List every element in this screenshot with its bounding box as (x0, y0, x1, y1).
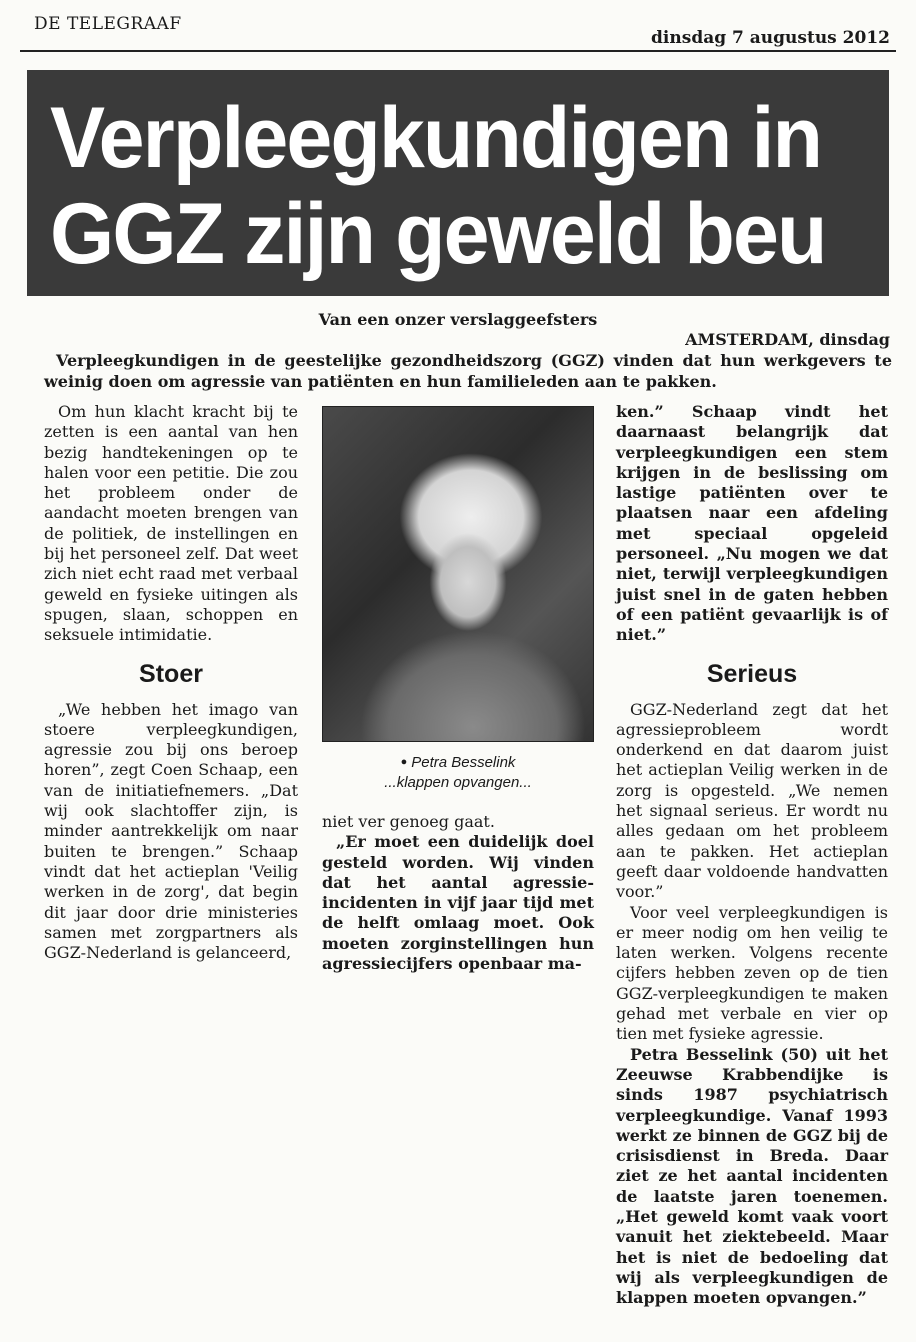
portrait-photo (322, 406, 594, 742)
caption-name: Petra Besselink (411, 754, 516, 771)
publication-date: dinsdag 7 augustus 2012 (651, 28, 890, 48)
column-1-paragraph-1: Om hun klacht kracht bij te zetten is een aantal van hen bezig handtekeningen op te halen voor een petitie. Die zou het probleem onder de aandacht moeten brengen van de politiek, de instellingen en bij het personeel zelf. Dat weet zich niet echt raad met verbaal geweld en fysieke uitingen als spugen, slaan, schoppen en seksuele intimidatie. (44, 402, 298, 645)
column-1-paragraph-2: „We hebben het imago van stoere verpleegkundigen, agressie zou bij ons beroep horen”, zegt Coen Schaap, een van de initiatiefnemers. „Dat wij ook slachtoffer zijn, is minder aantrekkelijk om naar buiten te brengen.” Schaap vindt dat het actieplan 'Veilig werken in de zorg', dat begin dit jaar door drie ministeries samen met zorgpartners als GGZ-Nederland is gelanceerd, (44, 699, 298, 963)
column-3-paragraph-4: Petra Besselink (50) uit het Zeeuwse Krabbendijke is sinds 1987 psychiatrisch verpleegkundige. Vanaf 1993 werkt ze binnen de GGZ bij de crisisdienst in Breda. Daar ziet ze het aantal incidenten de laatste jaren toenemen. „Het geweld komt vaak voort vanuit het ziektebeeld. Maar het is niet de bedoeling dat wij als verpleegkundigen de klappen moeten opvangen.” (616, 1044, 888, 1308)
column-1 (44, 402, 298, 963)
column-2-paragraph-2: „Er moet een duidelijk doel gesteld worden. Wij vinden dat het aantal agressie-incidenten in vijf jaar tijd met de helft omlaag moet. Ook moeten zorginstellingen hun agressiecijfers openbaar ma- (322, 832, 594, 974)
newspaper-masthead: DE TELEGRAAF (34, 14, 182, 34)
header-rule (20, 50, 896, 52)
column-2-paragraph-1: niet ver genoeg gaat. (322, 812, 495, 831)
byline: Van een onzer verslaggeefsters (318, 310, 598, 329)
headline-line-1: Verpleegkundigen in (50, 90, 821, 186)
subhead-serieus: Serieus (706, 659, 798, 688)
column-2 (322, 812, 594, 974)
column-3 (616, 402, 888, 1308)
dateline: AMSTERDAM, dinsdag (685, 330, 890, 349)
lead-paragraph: Verpleegkundigen in de geestelijke gezondheidszorg (GGZ) vinden dat hun werkgevers te weinig doen om agressie van patiënten en hun familieleden aan te pakken. (44, 351, 892, 391)
headline (27, 70, 855, 282)
caption-bullet-icon: ● (400, 756, 408, 768)
headline-box (27, 70, 889, 296)
photo-caption (322, 752, 594, 793)
headline-line-2: GGZ zijn geweld beu (50, 186, 826, 282)
column-3-paragraph-3: Voor veel verpleegkundigen is er meer nodig om hen veilig te laten werken. Volgens recente cijfers hebben zeven op de tien GGZ-verpleegkundigen te maken gehad met verbale en vier op tien met fysieke agressie. (616, 902, 888, 1044)
caption-quote: ...klappen opvangen... (384, 774, 532, 791)
column-3-paragraph-2: GGZ-Nederland zegt dat het agressieprobleem wordt onderkend en dat daarom juist het actieplan Veilig werken in de zorg is opgesteld. „We nemen het signaal serieus. Er wordt nu alles gedaan om het probleem aan te pakken. Het actieplan geeft daar voldoende handvatten voor.” (616, 699, 888, 902)
column-3-paragraph-1: ken.” Schaap vindt het daarnaast belangrijk dat verpleegkundigen een stem krijgen in de beslissing om lastige patiënten over te plaatsen naar een afdeling met speciaal opgeleid personeel. „Nu mogen we dat niet, terwijl verpleegkundigen juist snel in de gaten hebben of een patiënt gevaarlijk is of niet.” (616, 402, 888, 645)
subhead-stoer: Stoer (139, 659, 203, 688)
